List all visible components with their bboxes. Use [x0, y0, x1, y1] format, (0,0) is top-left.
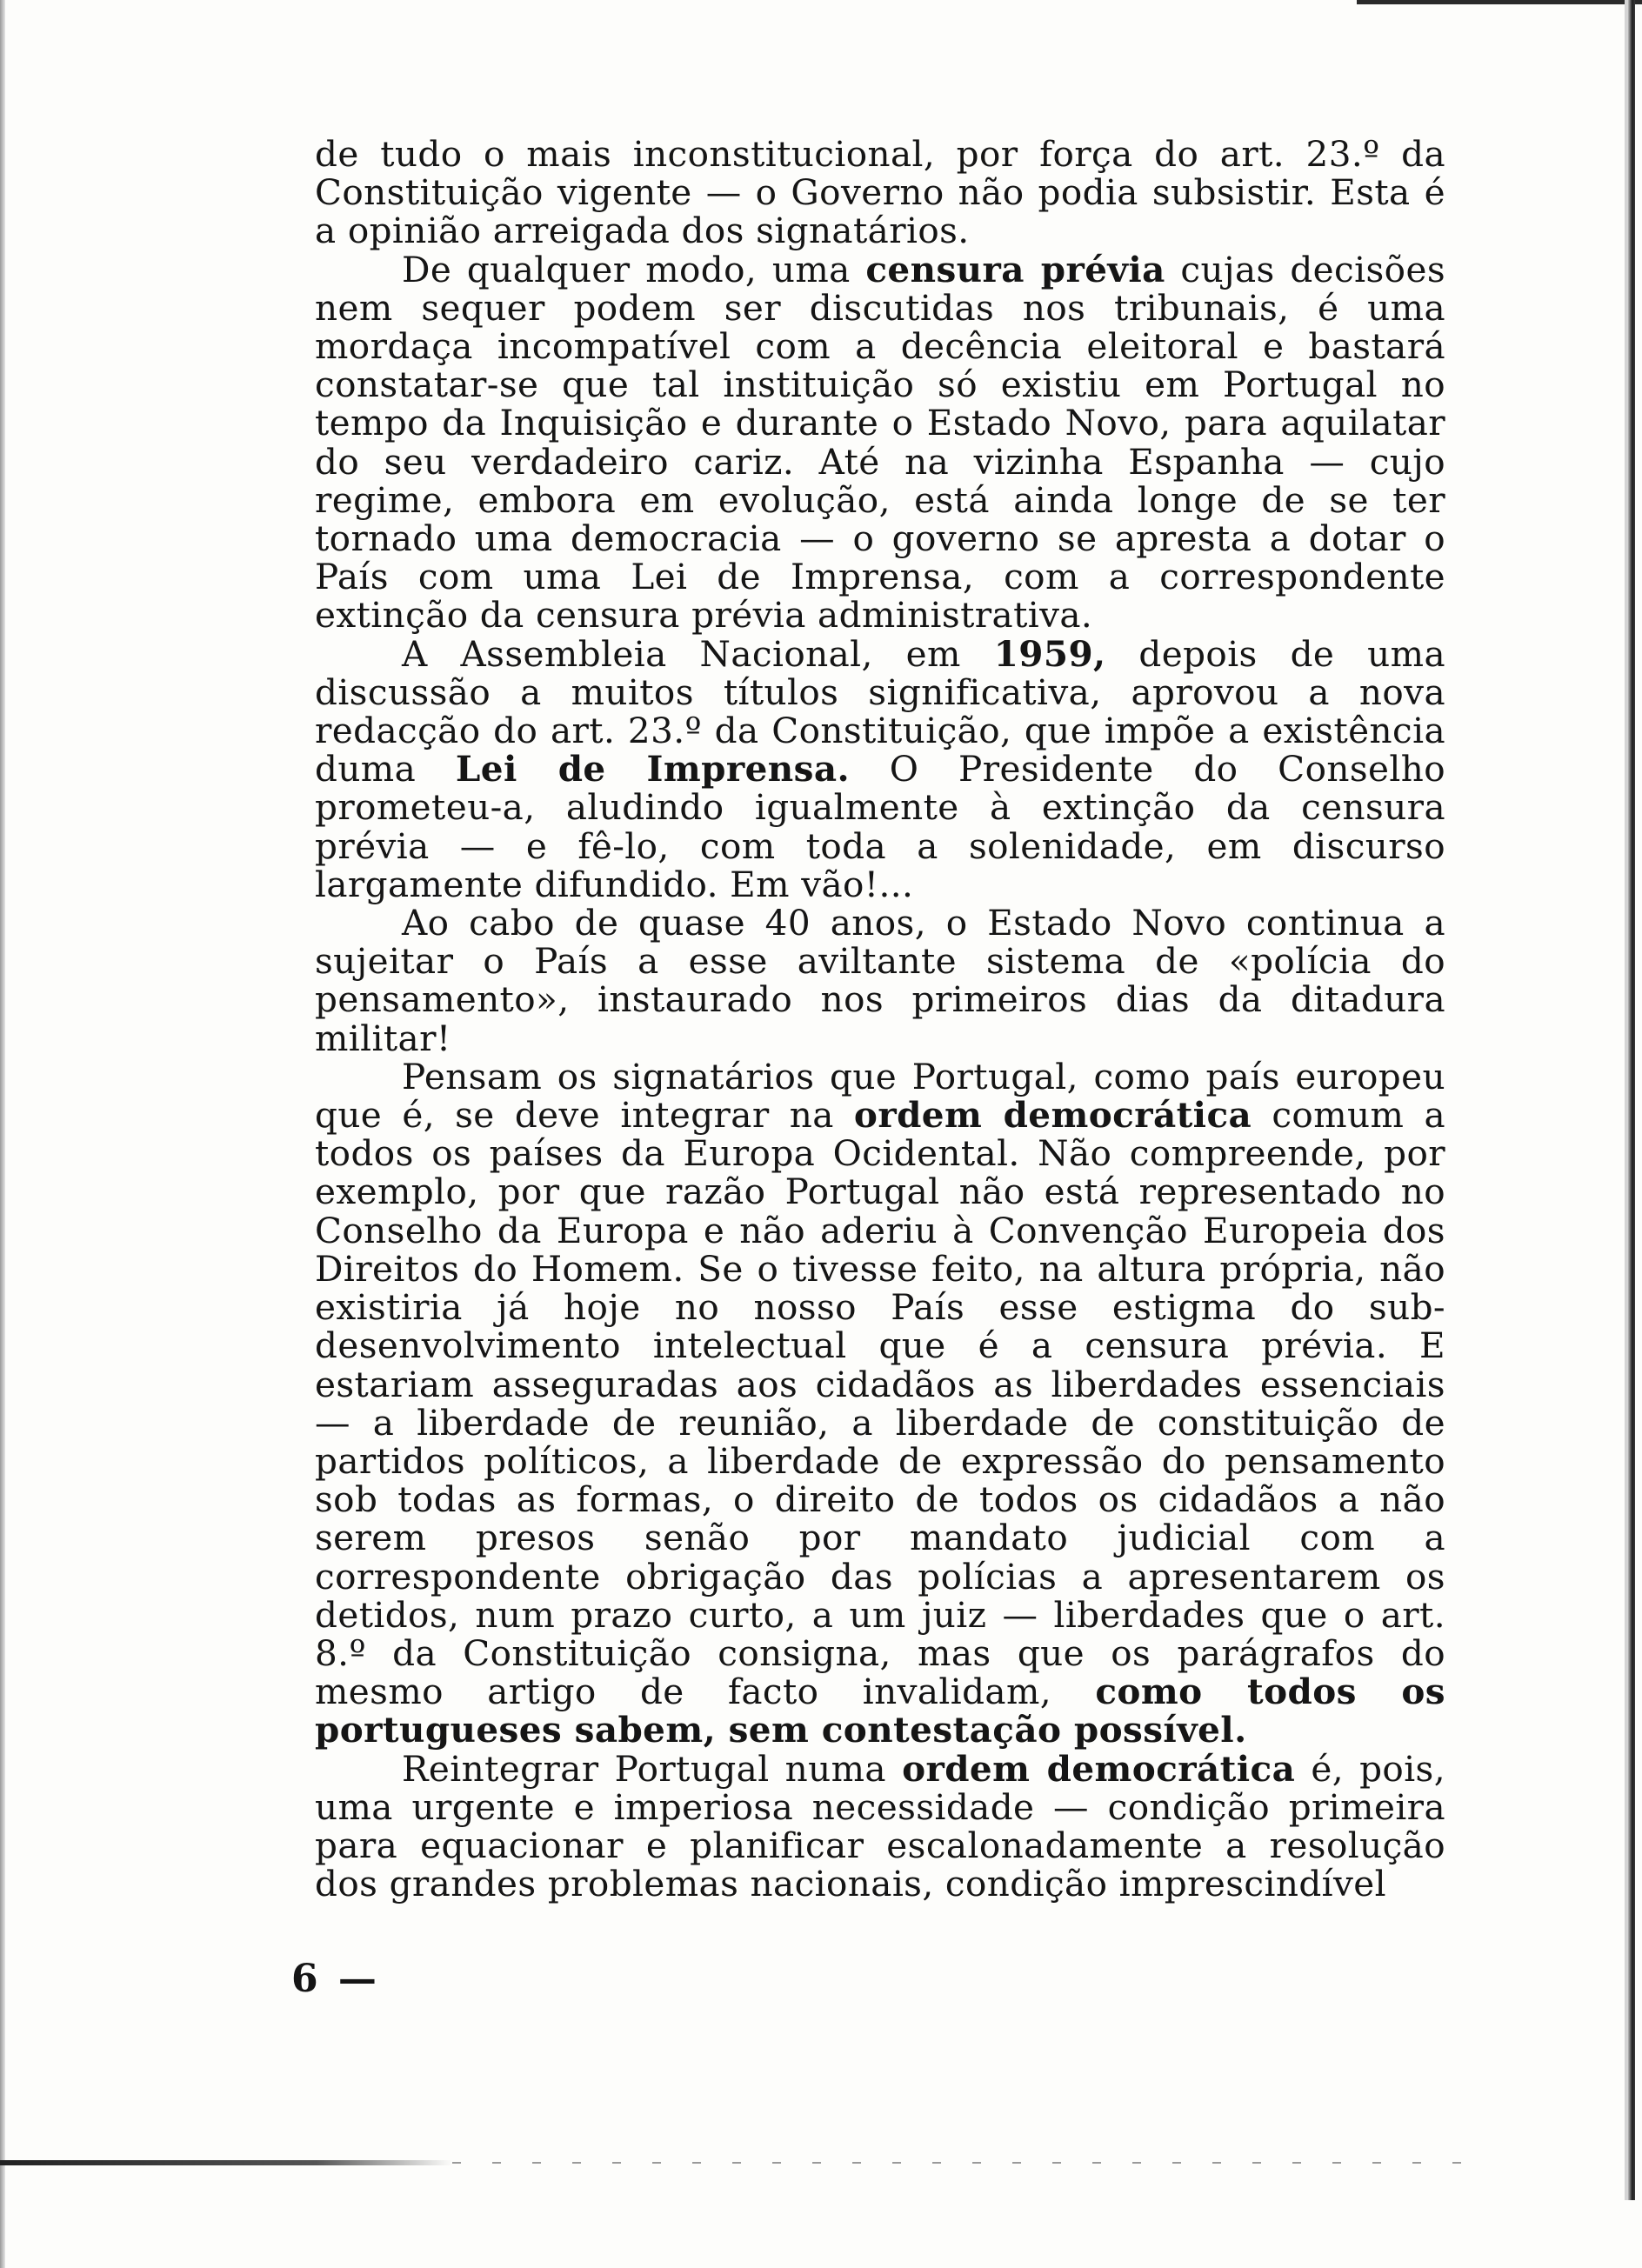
- paragraph: [315, 632, 1446, 905]
- paragraph: [315, 250, 1445, 635]
- text-segment: Reintegrar Portugal numa: [402, 1747, 903, 1790]
- bold-text-segment: 1959,: [993, 632, 1106, 675]
- text-segment: De qualquer modo, uma: [402, 248, 866, 290]
- text-segment: cujas decisões nem sequer podem ser discutidas nos tribunais, é uma mordaça incompatível com a decência eleitoral e bastará constatar-se que tal instituição só existiu em Portugal no tempo da Inquisição e durante o Estado Novo, para aquilatar do seu verdadeiro cariz. Até na vizinha Espanha — cujo regime, embora em evolução, está ainda longe de se ter tornado uma democracia — o governo se apresta a dotar o País com uma Lei de Imprensa, com a correspondente extinção da censura prévia administrativa.: [315, 248, 1446, 637]
- paragraph: [315, 1747, 1446, 1905]
- bold-text-segment: ordem democrática: [902, 1747, 1296, 1790]
- text-segment: Ao cabo de quase 40 anos, o Estado Novo continua a sujeitar o País a esse aviltante sistema de «polícia do pensamento», instaurado nos primeiros dias da ditadura militar!: [315, 902, 1445, 1059]
- page-number: 6 —: [291, 1957, 380, 2001]
- page-top-edge: [1357, 0, 1642, 4]
- text-segment: é, pois, uma urgente e imperiosa necessidade — condição primeira para equacionar e planificar escalonadamente a resolução dos grandes problemas nacionais, condição imprescindível: [315, 1747, 1446, 1905]
- page-bottom-edge-marks: [452, 2162, 1478, 2164]
- page-left-edge: [0, 0, 5, 2268]
- paragraph: [315, 135, 1445, 250]
- bold-text-segment: como todos os portugueses sabem, sem contestação possível.: [315, 1671, 1445, 1751]
- text-segment: A Assembleia Nacional, em: [402, 632, 994, 675]
- text-segment: Pensam os signatários que Portugal, como país europeu que é, se deve integrar na: [315, 1055, 1445, 1137]
- paragraph: [315, 904, 1445, 1057]
- paragraph: [315, 1057, 1445, 1750]
- page-bottom-edge: [0, 2160, 452, 2165]
- text-segment: depois de uma discussão a muitos títulos significativa, aprovou a nova redacção do art. 23.º da Constituição, que impõe a existência duma: [315, 632, 1446, 790]
- body-text: [315, 135, 1445, 1903]
- text-segment: O Presidente do Conselho prometeu-a, aludindo igualmente à extinção da censura prévia — e fê-lo, com toda a solenidade, em discurso largamente difundido. Em vão!...: [315, 748, 1446, 905]
- bold-text-segment: Lei de Imprensa.: [455, 748, 850, 790]
- page-right-edge: [1628, 0, 1635, 2200]
- bold-text-segment: censura prévia: [865, 248, 1165, 290]
- text-segment: de tudo o mais inconstitucional, por força do art. 23.º da Constituição vigente — o Governo não podia subsistir. Esta é a opinião arreigada dos signatários.: [315, 133, 1445, 252]
- text-segment: comum a todos os países da Europa Ocidental. Não compreende, por exemplo, por que razão Portugal não está representado no Conselho da Europa e não aderiu à Convenção Europeia dos Direitos do Homem. Se o tivesse feito, na altura própria, não existiria já hoje no nosso País esse estigma do sub-desenvolvimento intelectual que é a censura prévia. E estariam asseguradas aos cidadãos as liberdades essenciais — a liberdade de reunião, a liberdade de constituição de partidos políticos, a liberdade de expressão do pensamento sob todas as formas, o direito de todos os cidadãos a não serem presos senão por mandato judicial com a correspondente obrigação das polícias a apresentarem os detidos, num prazo curto, a um juiz — liberdades que o art. 8.º da Constituição consigna, mas que os parágrafos do mesmo artigo de facto invalidam,: [315, 1094, 1445, 1713]
- bold-text-segment: ordem democrática: [853, 1094, 1252, 1137]
